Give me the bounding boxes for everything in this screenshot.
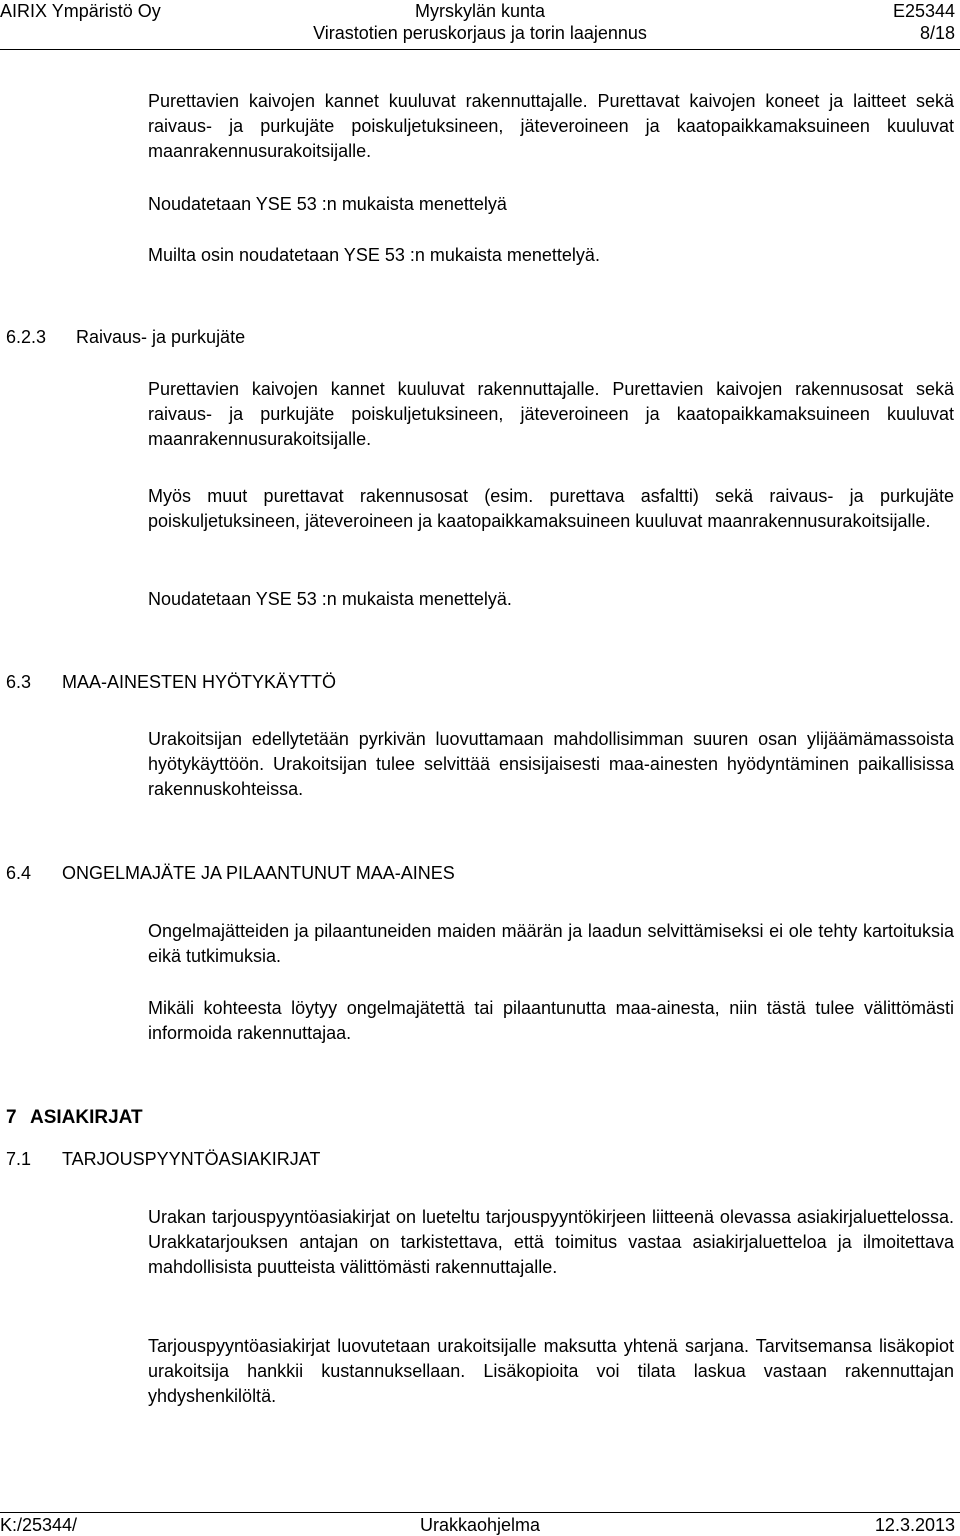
paragraph-muut-rakennusosat: Myös muut purettavat rakennusosat (esim. purettava asfaltti) sekä raivaus- ja purkujäte poiskuljetuksineen, jäteveroineen ja kaatopaikkamaksuineen kuuluvat maanrakennusurakoitsijalle. [148, 486, 954, 531]
page-number: 8/18 [919, 23, 955, 43]
paragraph-lisakopiot: Tarjouspyyntöasiakirjat luovutetaan urakoitsijalle maksutta yhtenä sarjana. Tarvitsemansa lisäkopiot urakoitsija hankkii kustannuksellaan. Lisäkopioita voi tilata laskua vastaan rakennuttajan yhdyshenkilöltä. [148, 1336, 954, 1406]
paragraph-informointi: Mikäli kohteesta löytyy ongelmajätettä tai pilaantunutta maa-ainesta, niin tästä tulee välittömästi informoida rakennuttajaa. [148, 998, 954, 1043]
paragraph-hyotykaytto: Urakoitsijan edellytetään pyrkivän luovuttamaan mahdollisimman suuren osan ylijäämämassoista hyötykäyttöön. Urakoitsijan tulee selvittää ensisijaisesti maa-ainesten hyödyntäminen paikallisissa rakennuskohteissa. [148, 729, 954, 799]
file-path: K:/25344/ [0, 1515, 78, 1535]
chapter-heading-7 [6, 1105, 143, 1130]
paragraph-kaivot: Purettavien kaivojen kannet kuuluvat rakennuttajalle. Purettavat kaivojen koneet ja laitteet sekä raivaus- ja purkujäte poiskuljetuksineen, jäteveroineen ja kaatopaikkamaksuineen kuuluvat maanrakennusurakoitsijalle. [148, 91, 954, 161]
paragraph-ongelmajate: Ongelmajätteiden ja pilaantuneiden maiden määrän ja laadun selvittämiseksi ei ole tehty kartoituksia eikä tutkimuksia. [148, 921, 954, 966]
section-heading-7-1 [6, 1147, 320, 1172]
section-number: 6.4 [6, 863, 32, 883]
document-name: Urakkaohjelma [419, 1515, 541, 1535]
paragraph-raivaus: Purettavien kaivojen kannet kuuluvat rakennuttajalle. Purettavien kaivojen rakennusosat sekä raivaus- ja purkujäte poiskuljetuksineen, jäteveroineen ja kaatopaikkamaksuineen kuuluvat maanrakennusurakoitsijalle. [148, 379, 954, 449]
paragraph-yse-2: Muilta osin noudatetaan YSE 53 :n mukaista menettelyä. [148, 245, 600, 265]
footer-divider [0, 1512, 960, 1513]
document-date: 12.3.2013 [874, 1515, 955, 1535]
project-number: E25344 [892, 1, 955, 21]
paragraph-yse-3: Noudatetaan YSE 53 :n mukaista menettelyä. [148, 589, 512, 609]
section-title: Raivaus- ja purkujäte [76, 327, 246, 347]
section-heading-6-3 [6, 670, 336, 695]
paragraph-asiakirjaluettelo: Urakan tarjouspyyntöasiakirjat on lueteltu tarjouspyyntökirjeen liitteenä olevassa asiakirjaluettelossa. Urakkatarjouksen antajan on tarkistettava, että toimitus vastaa asiakirjaluetteloa ja ilmoitettava mahdollisista puutteista välittömästi rakennuttajalle. [148, 1207, 954, 1277]
section-heading-6-4 [6, 861, 455, 886]
section-title: TARJOUSPYYNTÖASIAKIRJAT [62, 1149, 321, 1169]
section-heading-6-2-3 [6, 325, 245, 350]
client-name: Myrskylän kunta [414, 1, 546, 21]
chapter-number: 7 [6, 1107, 17, 1128]
section-title: MAA-AINESTEN HYÖTYKÄYTTÖ [62, 672, 337, 692]
paragraph-yse-1: Noudatetaan YSE 53 :n mukaista menettelyä [148, 194, 507, 214]
company-name: AIRIX Ympäristö Oy [0, 1, 161, 21]
project-title: Virastotien peruskorjaus ja torin laajennus [313, 23, 647, 43]
section-number: 6.3 [6, 672, 32, 692]
header-divider [0, 49, 960, 50]
section-number: 7.1 [6, 1149, 32, 1169]
section-title: ONGELMAJÄTE JA PILAANTUNUT MAA-AINES [62, 863, 455, 883]
section-number: 6.2.3 [6, 327, 47, 347]
chapter-title: ASIAKIRJAT [30, 1107, 143, 1128]
